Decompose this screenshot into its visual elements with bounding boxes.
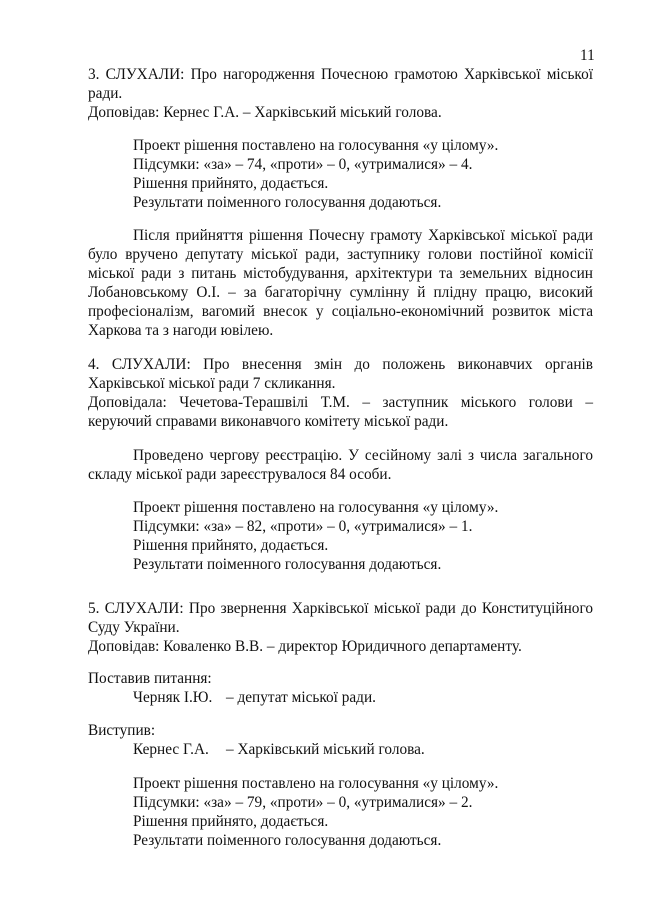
s3-vote-line-2: Підсумки: «за» – 74, «проти» – 0, «утрималися» – 4.	[133, 156, 473, 173]
s4-registration-line-1: Проведено чергову реєстрацію. У сесійному залі з числа загального	[133, 447, 593, 464]
s5-spoke-label: Виступив:	[88, 722, 156, 739]
s5-spoke-role: – Харківський міський голова.	[226, 741, 425, 758]
page-number: 11	[580, 47, 595, 64]
s3-speaker: Доповідав: Кернес Г.А. – Харківський міський голова.	[88, 104, 442, 121]
s5-spoke-name: Кернес Г.А.	[133, 741, 209, 758]
s4-speaker-line-2: керуючий справами виконавчого комітету міської ради.	[88, 413, 449, 430]
s4-vote-line-2: Підсумки: «за» – 82, «проти» – 0, «утрималися» – 1.	[133, 518, 473, 535]
s4-heard-line-1: 4. СЛУХАЛИ: Про внесення змін до положень виконавчих органів	[88, 356, 593, 373]
s4-vote-line-1: Проект рішення поставлено на голосування «у цілому».	[133, 499, 499, 516]
s5-heard-line-1: 5. СЛУХАЛИ: Про звернення Харківської міської ради до Конституційного	[88, 600, 593, 617]
s5-vote-line-3: Рішення прийнято, додається.	[133, 813, 329, 830]
s4-vote-line-3: Рішення прийнято, додається.	[133, 537, 329, 554]
s5-vote-line-2: Підсумки: «за» – 79, «проти» – 0, «утрималися» – 2.	[133, 794, 473, 811]
s3-vote-line-4: Результати поіменного голосування додаються.	[133, 194, 442, 211]
s3-para-line-4: Лобановському О.І. – за багаторічну сумлінну й плідну працю, високий	[88, 284, 593, 301]
s3-vote-line-3: Рішення прийнято, додається.	[133, 175, 329, 192]
s5-raised-role: – депутат міської ради.	[226, 689, 376, 706]
s3-para-line-5: професіоналізм, вагомий внесок у соціально-економічний розвиток міста	[88, 303, 593, 320]
s3-para-line-3: міської ради з питань містобудування, архітектури та земельних відносин	[88, 265, 593, 282]
s5-heard-line-2: Суду України.	[88, 619, 180, 636]
s3-vote-line-1: Проект рішення поставлено на голосування «у цілому».	[133, 137, 499, 154]
s4-vote-line-4: Результати поіменного голосування додаються.	[133, 556, 442, 573]
s5-raised-name: Черняк І.Ю.	[133, 689, 213, 706]
s5-raised-label: Поставив питання:	[88, 670, 212, 687]
s4-heard-line-2: Харківської міської ради 7 скликання.	[88, 375, 336, 392]
s4-registration-line-2: складу міської ради зареєструвалося 84 особи.	[88, 466, 392, 483]
s5-speaker: Доповідав: Коваленко В.В. – директор Юридичного департаменту.	[88, 638, 522, 655]
s3-para-line-2: було вручено депутату міської ради, заступнику голови постійної комісії	[88, 246, 593, 263]
s5-vote-line-4: Результати поіменного голосування додаються.	[133, 832, 442, 849]
s3-heard-line-2: ради.	[88, 85, 123, 102]
s3-heard-line-1: 3. СЛУХАЛИ: Про нагородження Почесною грамотою Харківської міської	[88, 66, 593, 83]
s3-para-line-1: Після прийняття рішення Почесну грамоту Харківської міської ради	[133, 227, 593, 244]
s5-vote-line-1: Проект рішення поставлено на голосування «у цілому».	[133, 775, 499, 792]
s4-speaker-line-1: Доповідала: Чечетова-Терашвілі Т.М. – заступник міського голови –	[88, 394, 593, 411]
s3-para-line-6: Харкова та з нагоди ювілею.	[88, 322, 274, 339]
